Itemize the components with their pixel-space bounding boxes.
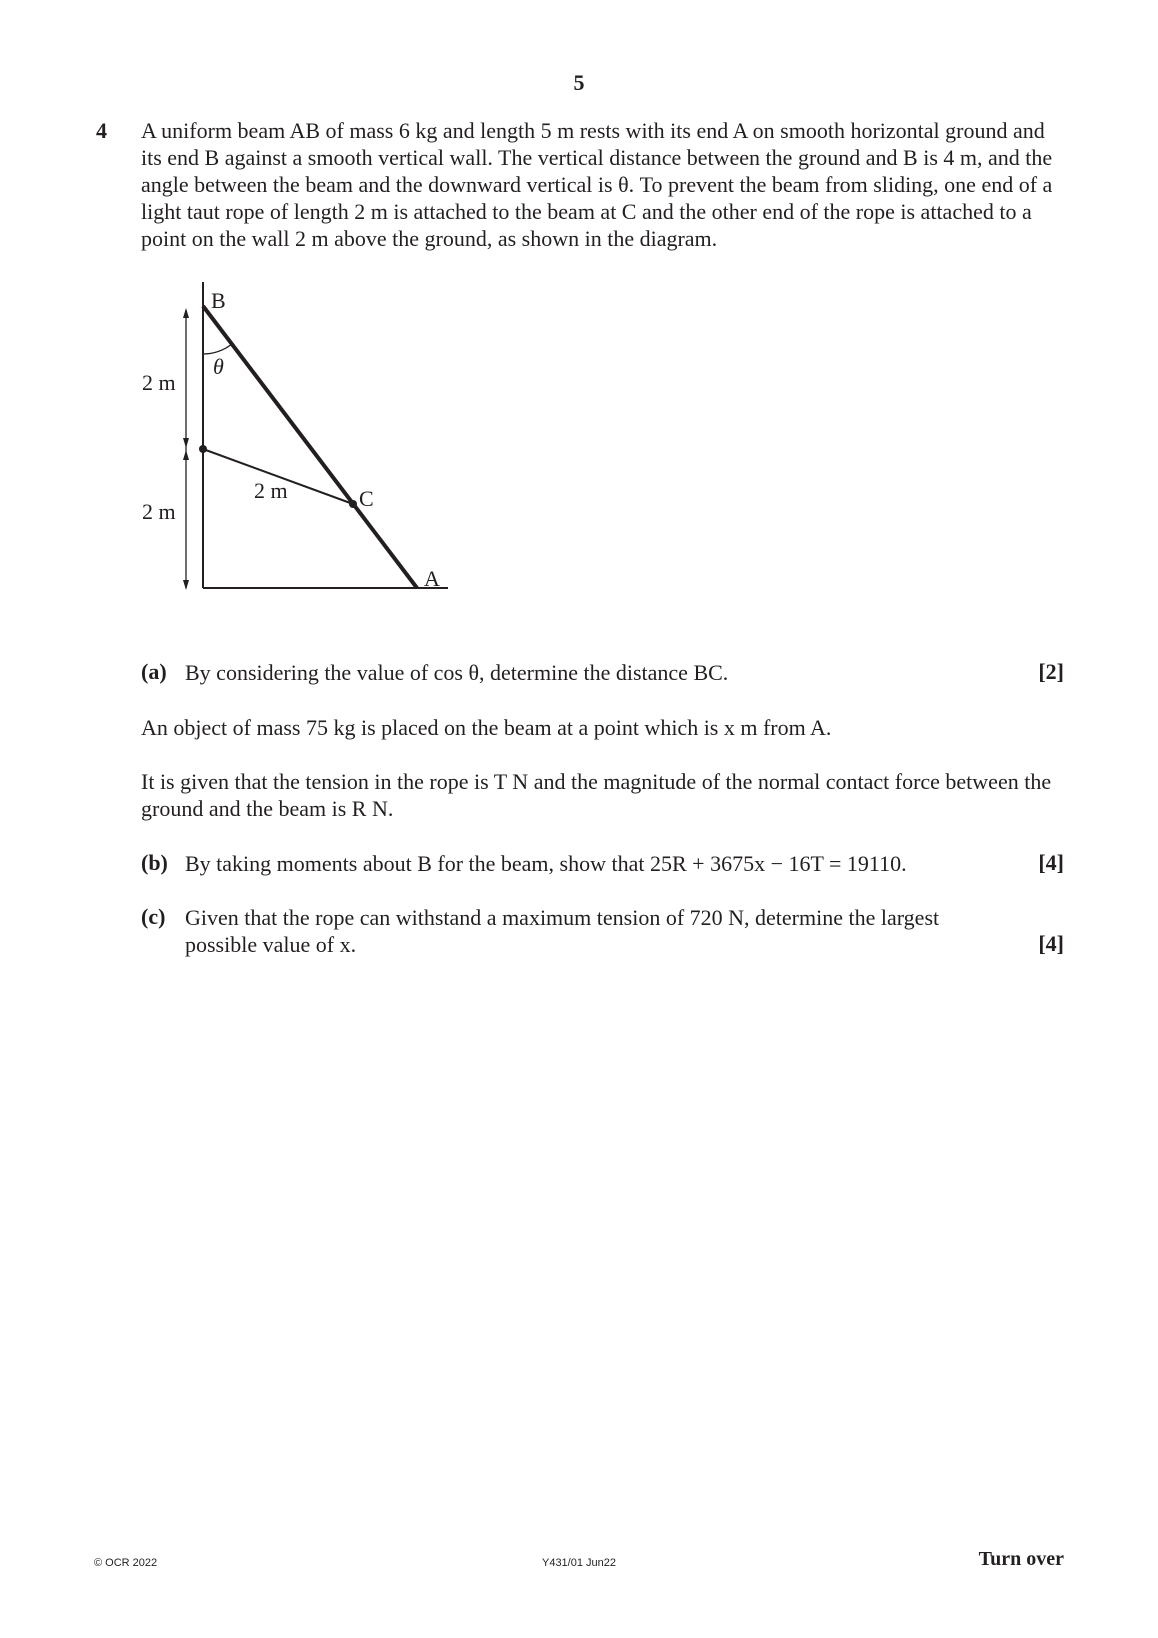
label-rope-2m: 2 m: [254, 478, 288, 503]
part-b-marks: [4]: [1038, 850, 1064, 875]
part-c: [141, 904, 1066, 964]
part-c-marks: [4]: [1038, 931, 1064, 956]
label-upper-2m: 2 m: [142, 370, 176, 395]
label-lower-2m: 2 m: [142, 499, 176, 524]
label-b: B: [211, 288, 226, 313]
part-a: [141, 659, 1066, 689]
part-b-text: By taking moments about B for the beam, show that 25R + 3675x − 16T = 19110.: [185, 851, 907, 876]
part-c-label: (c): [141, 904, 166, 929]
part-c-text: Given that the rope can withstand a maximum tension of 720 N, determine the largest possible value of x.: [185, 905, 940, 957]
part-a-text: By considering the value of cos θ, determine the distance BC.: [185, 660, 729, 685]
arrow-mid-up: [183, 450, 189, 460]
part-b-label: (b): [141, 850, 168, 875]
part-a-marks: [2]: [1038, 659, 1064, 684]
theta-arc: [203, 344, 232, 354]
question-number: 4: [96, 118, 107, 143]
beam-ab: [203, 306, 417, 588]
part-b: [141, 850, 1066, 880]
arrow-top: [183, 308, 189, 318]
label-theta: θ: [213, 354, 224, 379]
footer-copyright: © OCR 2022: [94, 1557, 158, 1569]
footer-paper-code: Y431/01 Jun22: [541, 1557, 616, 1569]
rope-wall-point: [199, 445, 207, 453]
part-a-label: (a): [141, 659, 167, 684]
info-paragraph-1: An object of mass 75 kg is placed on the beam at a point which is x m from A.: [141, 715, 832, 740]
beam-diagram: [0, 0, 1158, 640]
arrow-mid-down: [183, 438, 189, 448]
footer-turn-over: Turn over: [978, 1548, 1064, 1570]
arrow-bottom: [183, 580, 189, 590]
info-paragraph-2: It is given that the tension in the rope is T N and the magnitude of the normal contact force between the ground and the beam is R N.: [141, 769, 1052, 821]
label-c: C: [359, 486, 374, 511]
page-number: 5: [573, 70, 585, 95]
point-c: [349, 500, 357, 508]
question-stem-text: A uniform beam AB of mass 6 kg and length 5 m rests with its end A on smooth horizontal ground and its end B against a smooth vertical wall. The vertical distance between the ground and B is 4 m, and the angle between the beam and the downward vertical is θ. To prevent the beam from sliding, one end of a light taut rope of length 2 m is attached to the beam at C and the other end of the rope is attached to a point on the wall 2 m above the ground, as shown in the diagram.: [141, 118, 1053, 251]
label-a: A: [424, 566, 440, 591]
